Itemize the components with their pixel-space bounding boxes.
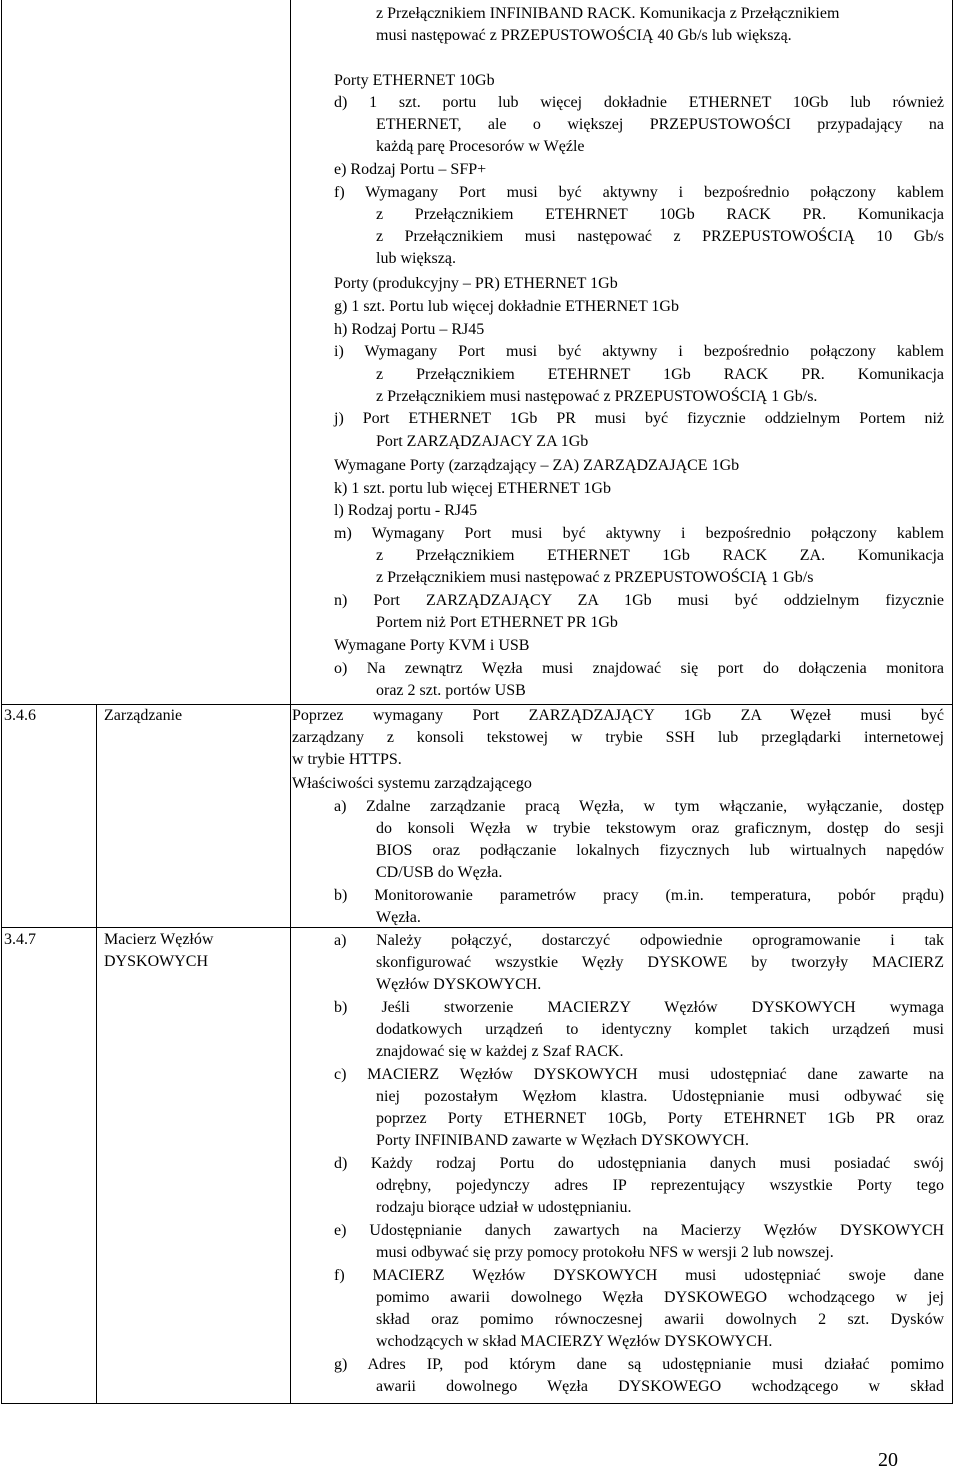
text-line: każdą parę Procesorów w Węźle	[376, 138, 585, 155]
table-border-left	[1, 0, 2, 1404]
text-line: dodatkowych urządzeń to identyczny komplet takich urządzeń musi	[376, 1021, 944, 1038]
list-item-i: i) Wymagany Port musi być aktywny i bezpośrednio połączony kablem	[334, 343, 944, 360]
table-divider-1	[96, 704, 97, 1404]
text-line: musi następować z PRZEPUSTOWOŚCIĄ 40 Gb/s lub większą.	[376, 27, 792, 44]
text-line: ETHERNET, ale o większej PRZEPUSTOWOŚCI przypadający na	[376, 116, 944, 133]
text-line: z Przełącznikiem musi następować z PRZEPUSTOWOŚCIĄ 1 Gb/s.	[376, 388, 818, 405]
text-line: z Przełącznikiem ETEHRNET 1Gb RACK PR. Komunikacja	[376, 366, 944, 383]
section-title-zarzadzanie: Zarządzanie	[104, 707, 183, 724]
list-item-g: g) 1 szt. Portu lub więcej dokładnie ETHERNET 1Gb	[334, 298, 679, 315]
list-item-m: m) Wymagany Port musi być aktywny i bezpośrednio połączony kablem	[334, 525, 944, 542]
text-line: odrębny, pojedynczy adres IP reprezentujący wszystkie Porty tego	[376, 1177, 944, 1194]
text-line: BIOS oraz podłączanie lokalnych fizycznych lub wirtualnych napędów	[376, 842, 944, 859]
list-item-e: e) Udostępnianie danych zawartych na Macierzy Węzłów DYSKOWYCH	[334, 1222, 944, 1239]
list-item-k: k) 1 szt. portu lub więcej ETHERNET 1Gb	[334, 480, 611, 497]
list-item-j: j) Port ETHERNET 1Gb PR musi być fizycznie oddzielnym Portem niż	[334, 410, 944, 427]
list-item-o: o) Na zewnątrz Węzła musi znajdować się port do dołączenia monitora	[334, 660, 944, 677]
list-item-a: a) Zdalne zarządzanie pracą Węzła, w tym włączanie, wyłączanie, dostęp	[334, 798, 944, 815]
paragraph-line: w trybie HTTPS.	[292, 751, 402, 768]
list-item-c: c) MACIERZ Węzłów DYSKOWYCH musi udostępniać dane zawarte na	[334, 1066, 944, 1083]
text-line: z Przełącznikiem INFINIBAND RACK. Komunikacja z Przełącznikiem	[376, 5, 840, 22]
list-item-f: f) MACIERZ Węzłów DYSKOWYCH musi udostępniać swoje dane	[334, 1267, 944, 1284]
page-number: 20	[878, 1449, 898, 1471]
text-line: z Przełącznikiem musi następować z PRZEPUSTOWOŚCIĄ 10 Gb/s	[376, 228, 944, 245]
text-line: Porty INFINIBAND zawarte w Węzłach DYSKOWYCH.	[376, 1132, 749, 1149]
text-line: Węzła.	[376, 909, 421, 926]
list-item-l: l) Rodzaj portu - RJ45	[334, 502, 478, 519]
table-divider-2	[290, 0, 291, 1404]
table-border-right	[952, 0, 953, 1404]
subheading: Wymagane Porty (zarządzający – ZA) ZARZĄDZAJĄCE 1Gb	[334, 457, 740, 474]
text-line: wchodzących w skład MACIERZY Węzłów DYSKOWYCH.	[376, 1333, 773, 1350]
list-item-d: d) Każdy rodzaj Portu do udostępniania danych musi posiadać swój	[334, 1155, 944, 1172]
text-line: z Przełącznikiem musi następować z PRZEPUSTOWOŚCIĄ 1 Gb/s	[376, 569, 814, 586]
text-line: oraz 2 szt. portów USB	[376, 682, 526, 699]
list-item-b: b) Jeśli stworzenie MACIERZY Węzłów DYSKOWYCH wymaga	[334, 999, 944, 1016]
text-line: musi odbywać się przy pomocy protokołu NFS w wersji 2 lub nowszej.	[376, 1244, 834, 1261]
paragraph-line: zarządzany z konsoli tekstowej w trybie SSH lub przeglądarki internetowej	[292, 729, 944, 746]
text-line: Portem niż Port ETHERNET PR 1Gb	[376, 614, 618, 631]
subheading: Wymagane Porty KVM i USB	[334, 637, 530, 654]
list-item-e: e) Rodzaj Portu – SFP+	[334, 161, 487, 178]
text-line: poprzez Porty ETHERNET 10Gb, Porty ETEHRNET 1Gb PR oraz	[376, 1110, 944, 1127]
list-item-h: h) Rodzaj Portu – RJ45	[334, 321, 485, 338]
list-item-g: g) Adres IP, pod którym dane są udostępnianie musi działać pomimo	[334, 1356, 944, 1373]
subheading: Porty (produkcyjny – PR) ETHERNET 1Gb	[334, 275, 618, 292]
text-line: z Przełącznikiem ETHERNET 1Gb RACK ZA. Komunikacja	[376, 547, 944, 564]
text-line: z Przełącznikiem ETEHRNET 10Gb RACK PR. Komunikacja	[376, 206, 944, 223]
text-line: niej pozostałym Węzłom klastra. Udostępnianie musi odbywać się	[376, 1088, 944, 1105]
text-line: Węzłów DYSKOWYCH.	[376, 976, 542, 993]
row-separator-2	[1, 927, 953, 928]
section-number-3-4-6: 3.4.6	[4, 707, 36, 724]
text-line: pomimo awarii dowolnego Węzła DYSKOWEGO wchodzącego w jej	[376, 1289, 944, 1306]
list-item-b: b) Monitorowanie parametrów pracy (m.in. temperatura, pobór prądu)	[334, 887, 944, 904]
section-number-3-4-7: 3.4.7	[4, 931, 36, 948]
section-title-macierz-line2: DYSKOWYCH	[104, 953, 208, 970]
list-item-f: f) Wymagany Port musi być aktywny i bezpośrednio połączony kablem	[334, 184, 944, 201]
text-line: rodzaju biorące udział w udostępnianiu.	[376, 1199, 632, 1216]
subheading: Porty ETHERNET 10Gb	[334, 72, 495, 89]
list-item-a: a) Należy połączyć, dostarczyć odpowiednie oprogramowanie i tak	[334, 932, 944, 949]
paragraph-line: Poprzez wymagany Port ZARZĄDZAJĄCY 1Gb ZA Węzeł musi być	[292, 707, 944, 724]
text-line: znajdować się w każdej z Szaf RACK.	[376, 1043, 624, 1060]
text-line: skład oraz pomimo równoczesnej awarii dowolnych 2 szt. Dysków	[376, 1311, 944, 1328]
list-item-d: d) 1 szt. portu lub więcej dokładnie ETHERNET 10Gb lub również	[334, 94, 944, 111]
subheading: Właściwości systemu zarządzającego	[292, 775, 532, 792]
section-title-macierz-line1: Macierz Węzłów	[104, 931, 214, 948]
text-line: CD/USB do Węzła.	[376, 864, 503, 881]
text-line: skonfigurować wszystkie Węzły DYSKOWE by tworzyły MACIERZ	[376, 954, 944, 971]
text-line: lub większą.	[376, 250, 456, 267]
table-border-bottom	[1, 1403, 953, 1404]
text-line: do konsoli Węzła w trybie tekstowym oraz graficznym, dostęp do sesji	[376, 820, 944, 837]
text-line: Port ZARZĄDZAJACY ZA 1Gb	[376, 433, 589, 450]
text-line: awarii dowolnego Węzła DYSKOWEGO wchodzącego w skład	[376, 1378, 944, 1395]
list-item-n: n) Port ZARZĄDZAJĄCY ZA 1Gb musi być oddzielnym fizycznie	[334, 592, 944, 609]
